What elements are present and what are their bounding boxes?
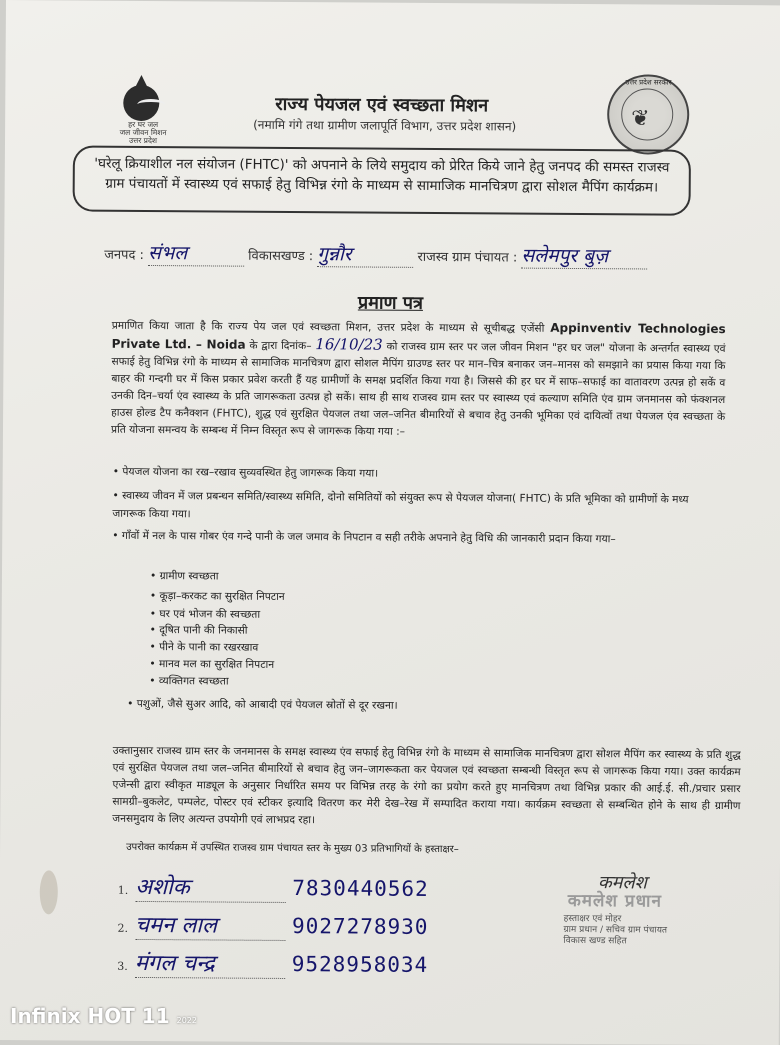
participant-row (117, 947, 428, 980)
sub-item-text: व्यक्तिगत स्वच्छता (158, 675, 229, 688)
district-value: संभल (148, 239, 244, 267)
certificate-heading: प्रमाण पत्र (357, 292, 424, 314)
programme-date: 16/10/23 (315, 335, 383, 354)
stamp-caption: हस्ताक्षर एवं मोहर ग्राम प्रधान / सचिव ग्राम पंचायत विकास खण्ड सहित (563, 913, 668, 947)
right-logo-text: उत्तर प्रदेश सरकार (625, 78, 672, 87)
participant-phone: 9027278930 (291, 914, 429, 939)
participants-caption: उपरोक्त कार्यक्रम में उपस्थित राजस्व ग्राम पंचायत स्तर के मुख्य 03 प्रतिभागियों के हस्ताक्षर– (126, 841, 459, 856)
location-fields (104, 239, 764, 271)
para1-body: को राजस्व ग्राम स्तर पर जल जीवन मिशन "हर घर जल" योजना के अन्तर्गत स्वास्थ्य एवं सफाई हेतु विभिन्न रंगो के माध्यम से सामाजिक मानचित्रण द्वारा सोशल मैपिंग ग्राउण्ड स्तर पर मान–चित्र बनाकर जन–मानस को समझाने का प्रयास किया गया कि बाहर की गन्दगी घर में किस प्रकार प्रवेश करती हैं यह ग्रामीणों के समक्ष प्रदर्शित किया गया है। जिससे की हर घर में साफ–सफाई का वातावरण उत्पन्न हो सकें व उनकी दिन–चर्या एंव स्वास्थ्य के प्रति जागरूकता उत्पन्न हो सकें। साथ ही साथ राजस्व ग्राम स्तर पर स्वास्थ्य एवं कल्याण समिति एंव ग्राम जनमानस को फंक्शनल हाउस होल्ड टैप कनैक्शन (FHTC), शुद्ध एवं सुरक्षित पेयजल तथा जल–जनित बीमारियों से बचाव हेतु उनकी भूमिका एवं दायित्वों तथा पेयजल एंव स्वच्छता के प्रति योजना समन्वय के सम्बन्ध में निम्न विस्तृत रूप से जागरूक किया गया :– (110, 340, 726, 438)
sub-item-text: दूषित पानी की निकासी (159, 624, 248, 637)
sub-item: • व्यक्तिगत स्वच्छता (149, 675, 229, 688)
stamp-name: कमलेश प्रधान (567, 890, 662, 912)
paper-stain (40, 870, 58, 914)
para1-intro: प्रमाणित किया जाता है कि राज्य पेय जल एवं स्वच्छता मिशन, उत्तर प्रदेश के माध्यम से सूचीबद्ध एजेंसी (111, 319, 545, 335)
certificate-paragraph-1 (111, 317, 726, 443)
participant-row (118, 871, 429, 904)
participant-phone: 7830440562 (292, 876, 429, 901)
sub-item-text: ग्रामीण स्वच्छता (159, 570, 219, 583)
bullet-text: स्वास्थ्य जीवन में जल प्रबन्धन समिति/स्वास्थ्य समिति, दोनो समितियों को संयुक्त रूप से पेयजल योजना( FHTC) के प्रति भूमिका को ग्रामीणों के मध्य जागरूक किया गया। (112, 489, 689, 521)
participant-name: चमन लाल (135, 909, 285, 941)
block-value: गुन्नौर (317, 240, 413, 268)
bullet-item: • स्वास्थ्य जीवन में जल प्रबन्धन समिति/स्वास्थ्य समिति, दोनो समितियों को संयुक्त रूप से पेयजल योजना( FHTC) के प्रति भूमिका को ग्रामीणों के मध्य जागरूक किया गया। (112, 489, 689, 521)
bullet-text: पेयजल योजना का रख–रखाव सुव्यवस्थित हेतु जागरूक किया गया। (122, 465, 379, 480)
agency-name: Appinventiv Technologies Private Ltd. – Noida (111, 320, 726, 352)
sub-item: • ग्रामीण स्वच्छता (149, 570, 219, 583)
sub-item-text: घर एवं भोजन की स्वच्छता (159, 608, 261, 621)
fish-emblem-icon: ❦ (631, 106, 650, 132)
participant-phone: 9528958034 (291, 952, 429, 977)
har-ghar-jal-logo (113, 85, 171, 151)
participant-name: मंगल चन्द्र (135, 947, 285, 979)
bullet-item: • पेयजल योजना का रख–रखाव सुव्यवस्थित हेतु जागरूक किया गया। (112, 465, 379, 480)
panchayat-value: सलेमपुर बुज़ (521, 242, 647, 270)
watermark-brand: Infinix HOT 11 (10, 1004, 170, 1028)
participant-index: 1. (117, 883, 129, 897)
sub-item: • पीने के पानी का रखरखाव (149, 641, 259, 654)
sub-item-text: मानव मल का सुरक्षित निपटान (158, 658, 275, 671)
sub-item-text: पीने के पानी का रखरखाव (159, 641, 259, 654)
pradhan-stamp (551, 870, 722, 961)
block-label: विकासखण्ड : (248, 248, 314, 265)
water-drop-icon (123, 85, 159, 121)
certificate-paragraph-2: उक्तानुसार राजस्व ग्राम स्तर के जनमानस के समक्ष स्वास्थ्य एंव सफाई हेतु विभिन्न रंगो के माध्यम से सामाजिक मानचित्रण द्वारा सोशल मैपिंग कर स्वास्थ्य के प्रति शुद्ध एवं सुरक्षित पेयजल तथा जल–जनित बीमारियों से बचाव हेतु जन–जागरूकता कर पेयजल एवं स्वच्छता सम्बन्धी विस्तृत रूप से जागरूक किया गया। उक्त कार्यक्रम एजेन्सी द्वारा स्वीकृत माड्यूल के अनुसार निर्धारित समय पर विभिन्न तरह के रंगो का प्रयोग करते हुए मानचित्रण तथा विभिन्न प्रकार की आई.ई. सी./प्रचार प्रसार सामग्री–बुकलेट, पम्पलेट, पोस्टर एवं स्टीकर इत्यादि वितरण कर मेरी देख–रेख में सम्पादित कराया गया। कार्यक्रम स्वच्छता से सम्बन्धित होने के साथ ही ग्रामीण जनसमुदाय के लिए अत्यन्त उपयोगी एवं लाभप्रद रहा। (112, 744, 741, 827)
watermark-year: 2022 (176, 1016, 197, 1025)
participant-name: अशोक (135, 871, 285, 903)
sub-item: • दूषित पानी की निकासी (149, 624, 248, 637)
panchayat-label: राजस्व ग्राम पंचायत : (417, 249, 518, 266)
sub-item: • मानव मल का सुरक्षित निपटान (149, 658, 275, 671)
participant-row (117, 909, 428, 942)
participant-index: 2. (117, 921, 129, 935)
left-logo-text: हर घर जल जल जीवन मिशन उत्तर प्रदेश (119, 119, 167, 146)
participant-index: 3. (117, 959, 128, 973)
bullet-text: पशुओं, जैसे सुअर आदि, को आबादी एवं पेयजल स्रोतों से दूर रखना। (136, 697, 398, 712)
programme-title-box: 'घरेलू क्रियाशील नल संयोजन (FHTC)' को अपनाने के लिये समुदाय को प्रेरित किये जाने हेतु जनपद की समस्त राजस्व ग्राम पंचायतों में स्वास्थ्य एवं सफाई हेतु विभिन्न रंगो के माध्यम से सामाजिक मानचित्रण द्वारा सोशल मैपिंग कार्यक्रम। (73, 145, 691, 215)
sub-item: • कूड़ा–करकट का सुरक्षित निपटान (149, 590, 285, 603)
page-subtitle: (नमामि गंगे तथा ग्रामीण जलापूर्ति विभाग, उत्तर प्रदेश शासन) (253, 117, 517, 134)
camera-watermark (10, 1004, 197, 1028)
page-title: राज्य पेयजल एवं स्वच्छता मिशन (275, 93, 489, 117)
district-label: जनपद : (104, 247, 144, 263)
sub-item-text: कूड़ा–करकट का सुरक्षित निपटान (159, 590, 285, 603)
bullet-item: • गाँवों में नल के पास गोबर एंव गन्दे पानी के जल जमाव के निपटान व सही तरीके अपनाने हेतु विधि की जानकारी प्रदान किया गया– (112, 529, 616, 546)
bullet-text: गाँवों में नल के पास गोबर एंव गन्दे पानी के जल जमाव के निपटान व सही तरीके अपनाने हेतु विधि की जानकारी प्रदान किया गया– (121, 529, 616, 546)
para1-date-label: के द्वारा दिनांक– (249, 339, 312, 353)
sub-item: • घर एवं भोजन की स्वच्छता (149, 608, 261, 621)
bullet-item: • पशुओं, जैसे सुअर आदि, को आबादी एवं पेयजल स्रोतों से दूर रखना। (127, 697, 398, 712)
pradhan-signature: कमलेश (597, 872, 647, 894)
up-government-emblem (607, 74, 690, 155)
